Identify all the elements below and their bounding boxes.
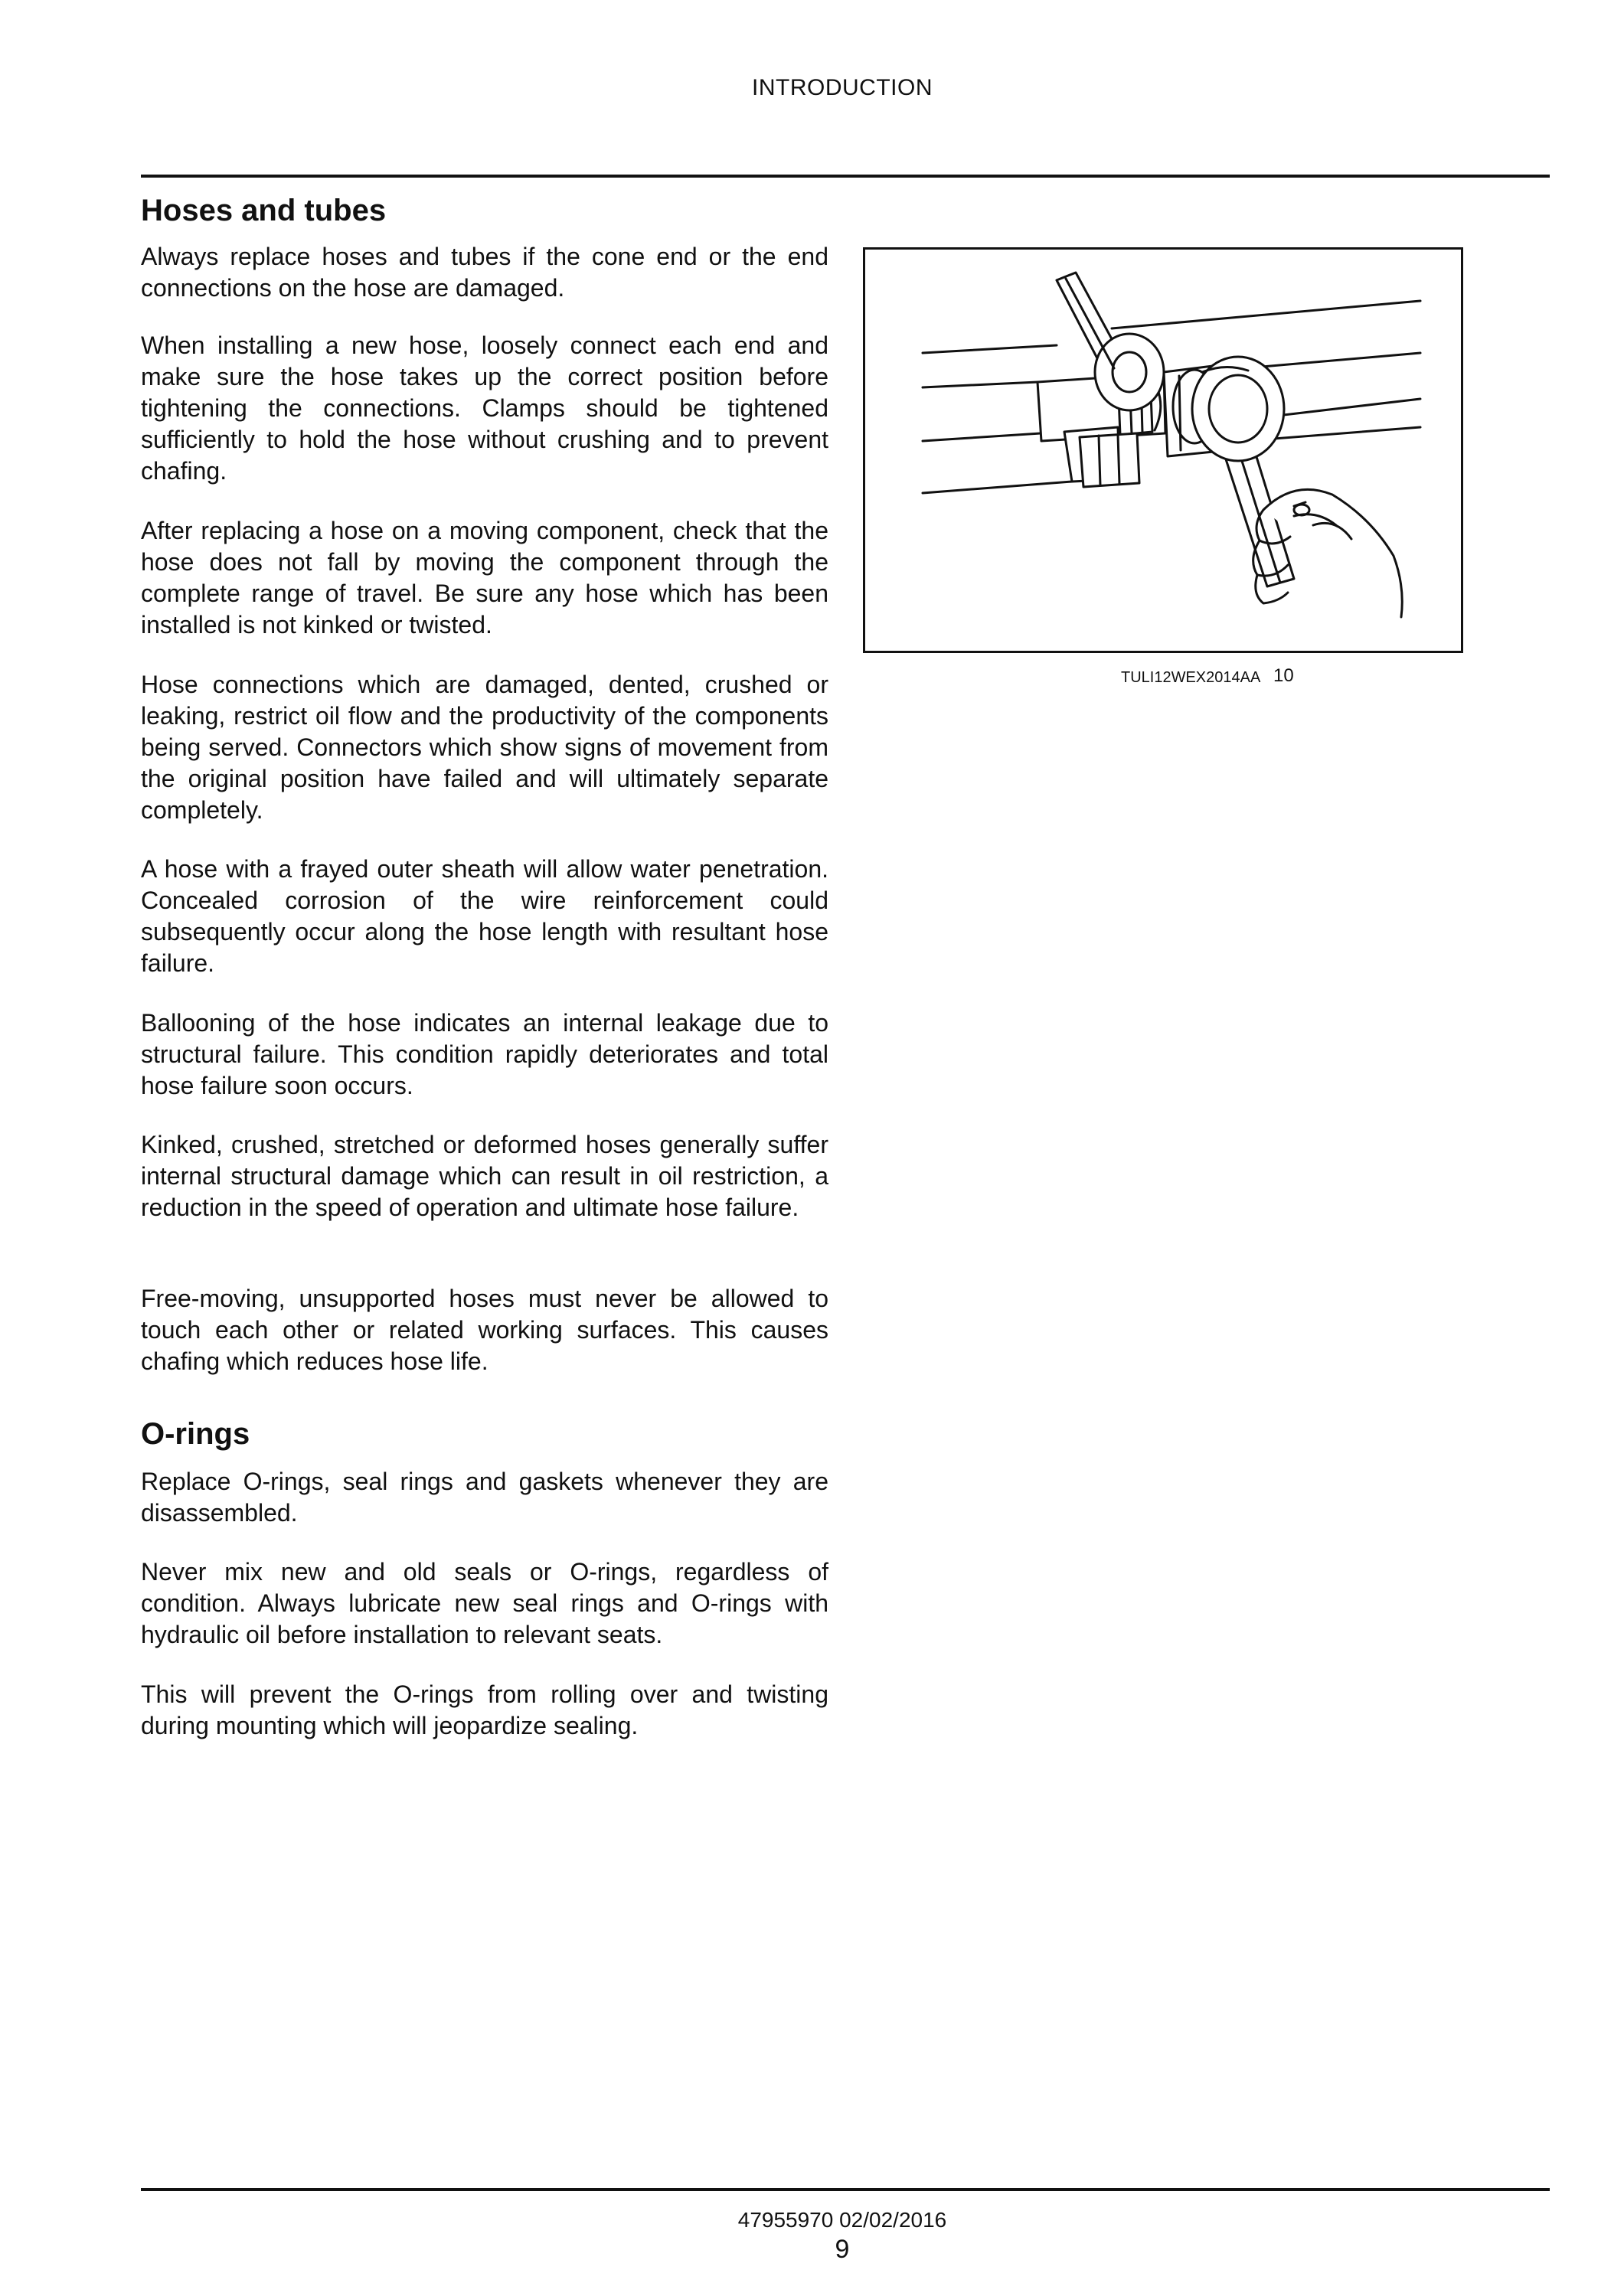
paragraph <box>141 1008 828 1102</box>
paragraph <box>141 330 828 487</box>
paragraph <box>141 669 828 826</box>
hoses-heading-block <box>141 190 828 231</box>
document-reference: 47955970 02/02/2016 <box>737 2208 947 2232</box>
paragraph-text: Free-moving, unsupported hoses must never be allowed to touch each other or related working surfaces. This causes chafing which reduces hose life. <box>141 1285 828 1375</box>
paragraph <box>141 1556 828 1651</box>
header-rule <box>141 175 1550 178</box>
paragraph <box>141 1129 828 1223</box>
paragraph-text: A hose with a frayed outer sheath will allow water penetration. Concealed corrosion of the wire reinforcement could subsequently occur along the hose length with resultant hose failure. <box>141 855 828 977</box>
paragraph-text: After replacing a hose on a moving component, check that the hose does not fall by moving the component through the complete range of travel. Be sure any hose which has been installed is not kinked or twisted. <box>141 517 828 639</box>
paragraph <box>141 241 828 304</box>
paragraph-text: Always replace hoses and tubes if the cone end or the end connections on the hose are damaged. <box>141 243 828 302</box>
paragraph <box>141 515 828 641</box>
paragraph <box>141 1466 828 1529</box>
paragraph <box>141 1679 828 1742</box>
paragraph-text: Kinked, crushed, stretched or deformed hoses generally suffer internal structural damage which can result in oil restriction, a reduction in the speed of operation and ultimate hose failure. <box>141 1131 828 1221</box>
paragraph-text: This will prevent the O-rings from rolling over and twisting during mounting which will jeopardize sealing. <box>141 1680 828 1739</box>
paragraph-text: Ballooning of the hose indicates an internal leakage due to structural failure. This condition rapidly deteriorates and total hose failure soon occurs. <box>141 1009 828 1099</box>
section-heading-hoses: Hoses and tubes <box>141 194 387 227</box>
paragraph-text: Replace O-rings, seal rings and gaskets whenever they are disassembled. <box>141 1468 828 1527</box>
figure-number: 10 <box>1273 665 1294 686</box>
paragraph <box>141 854 828 979</box>
figure-code: TULI12WEX2014AA <box>1121 669 1261 686</box>
section-heading-orings: O-rings <box>141 1417 250 1451</box>
running-header: INTRODUCTION <box>752 75 933 100</box>
footer-rule <box>141 2188 1550 2191</box>
figure-wrench-hose <box>863 247 1463 653</box>
wrench-hose-illustration <box>865 250 1461 651</box>
paragraph-text: Never mix new and old seals or O-rings, regardless of condition. Always lubricate new seal rings and O-rings with hydraulic oil before installation to relevant seats. <box>141 1558 828 1648</box>
paragraph-text: Hose connections which are damaged, dented, crushed or leaking, restrict oil flow and the productivity of the components being served. Connectors which show signs of movement from the original position have failed and will ultimately separate completely. <box>141 671 828 824</box>
orings-heading-block <box>141 1413 828 1455</box>
page-number: 9 <box>835 2235 850 2264</box>
paragraph-text: When installing a new hose, loosely connect each end and make sure the hose takes up the correct position before tightening the connections. Clamps should be tightened sufficiently to hold the hose without crushing and to prevent chafing. <box>141 331 828 485</box>
paragraph <box>141 1283 828 1377</box>
